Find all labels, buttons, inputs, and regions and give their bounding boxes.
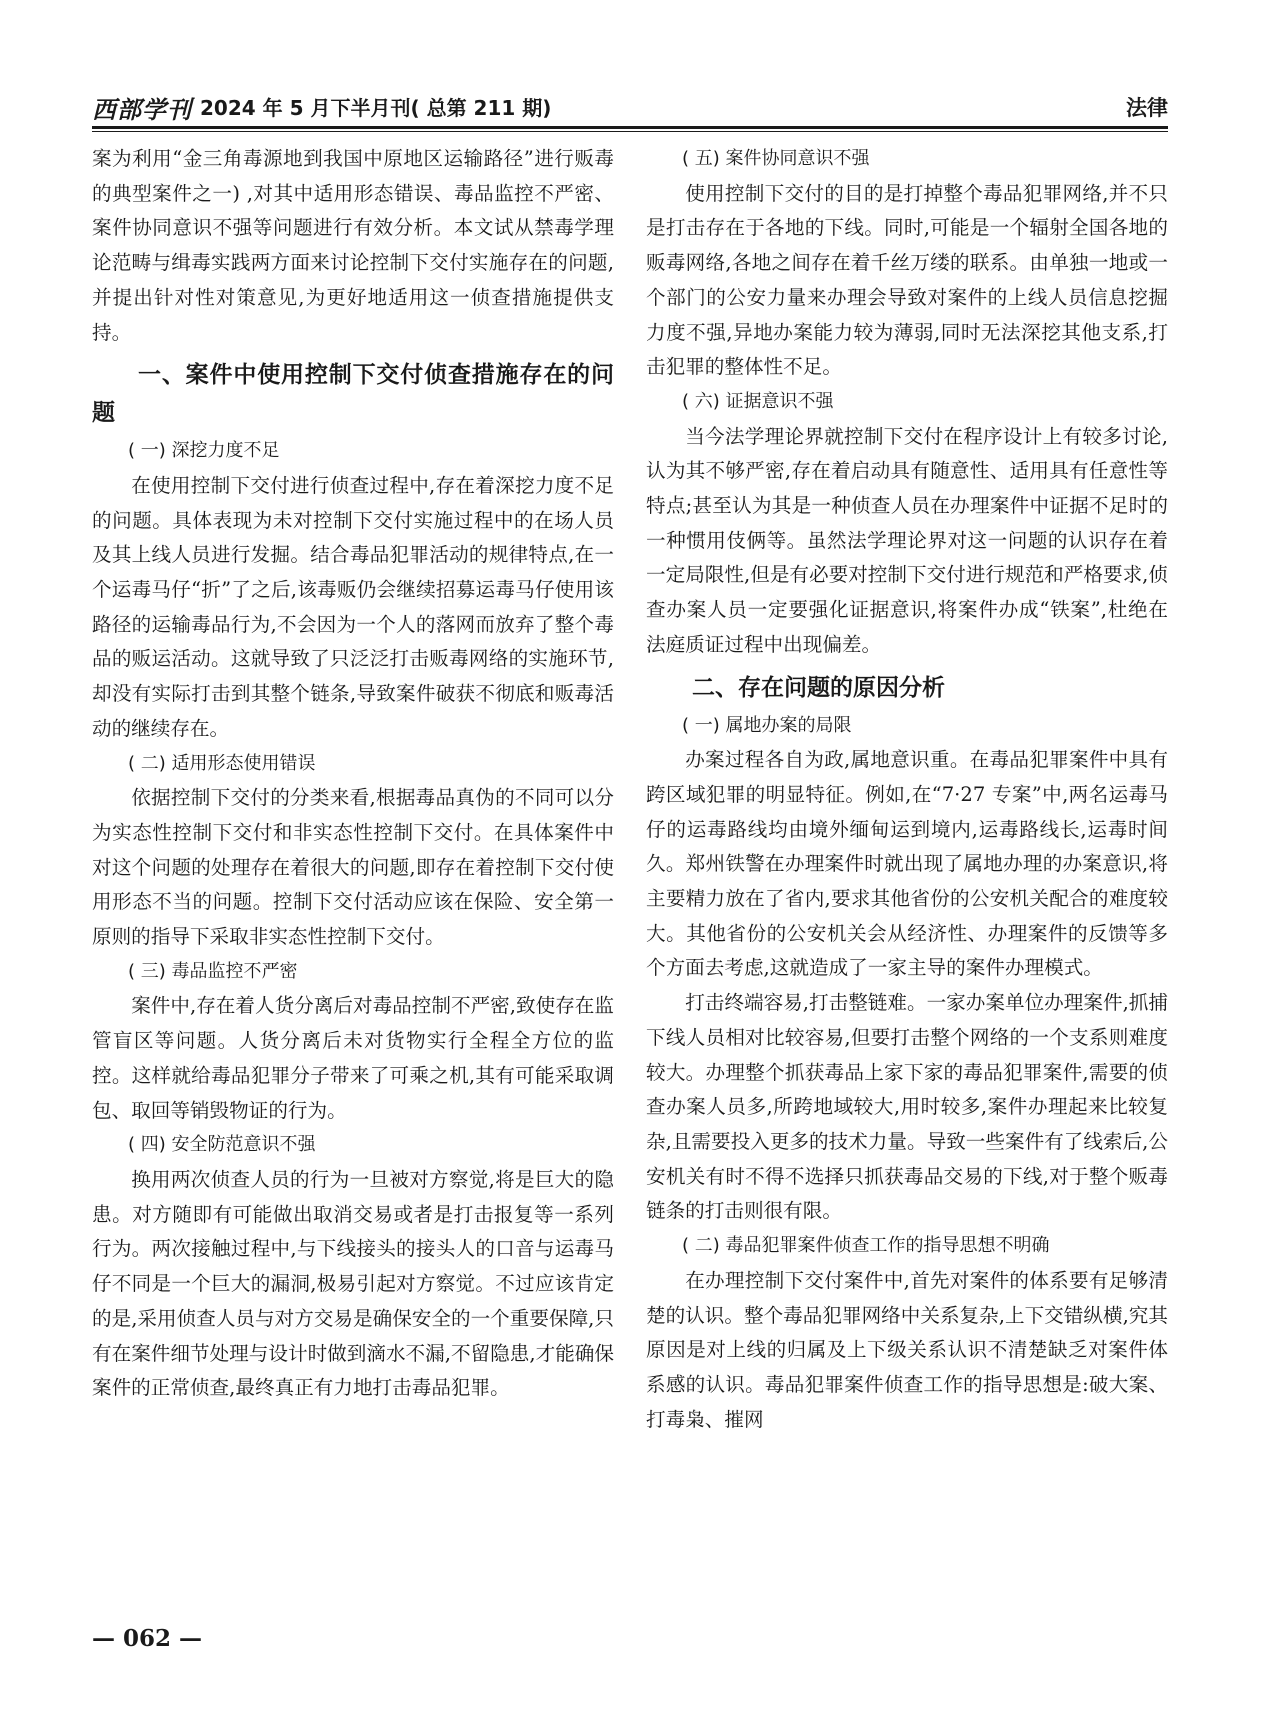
paragraph: 在办理控制下交付案件中,首先对案件的体系要有足够清楚的认识。整个毒品犯罪网络中关系复杂,上下交错纵横,究其原因是对上线的归属及上下级关系认识不清楚缺乏对案件体系感的认识。毒品犯罪案件侦查工作的指导思想是:破大案、打毒枭、摧网 [646,1268,1168,1431]
page-number: — 062 — [92,1625,203,1652]
section-heading: 二、存在问题的原因分析 [692,674,945,701]
header-rule [92,126,1168,129]
right-column [646,142,1168,1437]
left-column [92,142,614,1406]
paragraph: 当今法学理论界就控制下交付在程序设计上有较多讨论,认为其不够严密,存在着启动具有随意性、适用具有任意性等特点;甚至认为其是一种侦查人员在办理案件中证据不足时的一种惯用伎俩等。虽然法学理论界对这一问题的认识存在着一定局限性,但是有必要对控制下交付进行规范和严格要求,侦查办案人员一定要强化证据意识,将案件办成“铁案”,杜绝在法庭质证过程中出现偏差。 [646,424,1168,656]
subsection-heading: ( 三) 毒品监控不严密 [128,960,298,982]
subsection-heading: ( 五) 案件协同意识不强 [682,148,870,169]
subsection-heading: ( 六) 证据意识不强 [682,390,834,412]
paragraph: 案为利用“金三角毒源地到我国中原地区运输路径”进行贩毒的典型案件之一) ,对其中适用形态错误、毒品监控不严密、案件协同意识不强等问题进行有效分析。本文试从禁毒学理论范畴与缉毒实践两方面来讨论控制下交付实施存在的问题,并提出针对性对策意见,为更好地适用这一侦查措施提供支持。 [92,147,614,344]
paragraph: 换用两次侦查人员的行为一旦被对方察觉,将是巨大的隐患。对方随即有可能做出取消交易或者是打击报复等一系列行为。两次接触过程中,与下线接头的接头人的口音与运毒马仔不同是一个巨大的漏洞,极易引起对方察觉。不过应该肯定的是,采用侦查人员与对方交易是确保安全的一个重要保障,只有在案件细节处理与设计时做到滴水不漏,不留隐患,才能确保案件的正常侦查,最终真正有力地打击毒品犯罪。 [92,1167,614,1400]
paragraph: 使用控制下交付的目的是打掉整个毒品犯罪网络,并不只是打击存在于各地的下线。同时,可能是一个辐射全国各地的贩毒网络,各地之间存在着千丝万缕的联系。由单独一地或一个部门的公安力量来办理会导致对案件的上线人员信息挖掘力度不强,异地办案能力较为薄弱,同时无法深挖其他支系,打击犯罪的整体性不足。 [646,181,1168,379]
paragraph: 办案过程各自为政,属地意识重。在毒品犯罪案件中具有跨区域犯罪的明显特征。例如,在“7·27 专案”中,两名运毒马仔的运毒路线均由境外缅甸运到境内,运毒路线长,运毒时间久。郑州铁警在办理案件时就出现了属地办理的办案意识,将主要精力放在了省内,要求其他省份的公安机关配合的难度较大。其他省份的公安机关会从经济性、办理案件的反馈等多个方面去考虑,这就造成了一家主导的案件办理模式。 [646,748,1168,980]
paragraph: 在使用控制下交付进行侦查过程中,存在着深挖力度不足的问题。具体表现为未对控制下交付实施过程中的在场人员及其上线人员进行发掘。结合毒品犯罪活动的规律特点,在一个运毒马仔“折”了之后,该毒贩仍会继续招募运毒马仔使用该路径的运输毒品行为,不会因为一个人的落网而放弃了整个毒品的贩运活动。这就导致了只泛泛打击贩毒网络的实施环节,却没有实际打击到其整个链条,导致案件破获不彻底和贩毒活动的继续存在。 [92,473,614,740]
subsection-heading: ( 二) 毒品犯罪案件侦查工作的指导思想不明确 [682,1235,1050,1257]
section-label: 法律 [1126,96,1168,120]
paragraph: 打击终端容易,打击整链难。一家办案单位办理案件,抓捕下线人员相对比较容易,但要打击整个网络的一个支系则难度较大。办理整个抓获毒品上家下家的毒品犯罪案件,需要的侦查办案人员多,所跨地域较大,用时较多,案件办理起来比较复杂,且需要投入更多的技术力量。导致一些案件有了线索后,公安机关有时不得不选择只抓获毒品交易的下线,对于整个贩毒链条的打击则很有限。 [646,991,1168,1223]
page-header [92,88,1168,128]
subsection-heading: ( 一) 深挖力度不足 [128,440,280,462]
paragraph: 案件中,存在着人货分离后对毒品控制不严密,致使存在监管盲区等问题。人货分离后未对货物实行全程全方位的监控。这样就给毒品犯罪分子带来了可乘之机,其有可能采取调包、取回等销毁物证的行为。 [92,994,614,1122]
header-rule-thin [92,131,1168,132]
issue-info: 2024 年 5 月下半月刊( 总第 211 期) [200,96,552,120]
journal-name: 西部学刊 [92,95,192,124]
subsection-heading: ( 四) 安全防范意识不强 [128,1134,316,1156]
subsection-heading: ( 二) 适用形态使用错误 [128,752,316,774]
paragraph: 依据控制下交付的分类来看,根据毒品真伪的不同可以分为实态性控制下交付和非实态性控制下交付。在具体案件中对这个问题的处理存在着很大的问题,即存在着控制下交付使用形态不当的问题。控制下交付活动应该在保险、安全第一原则的指导下采取非实态性控制下交付。 [92,786,614,949]
subsection-heading: ( 一) 属地办案的局限 [682,714,852,736]
section-heading: 一、案件中使用控制下交付侦查措施存在的问题 [92,362,614,427]
